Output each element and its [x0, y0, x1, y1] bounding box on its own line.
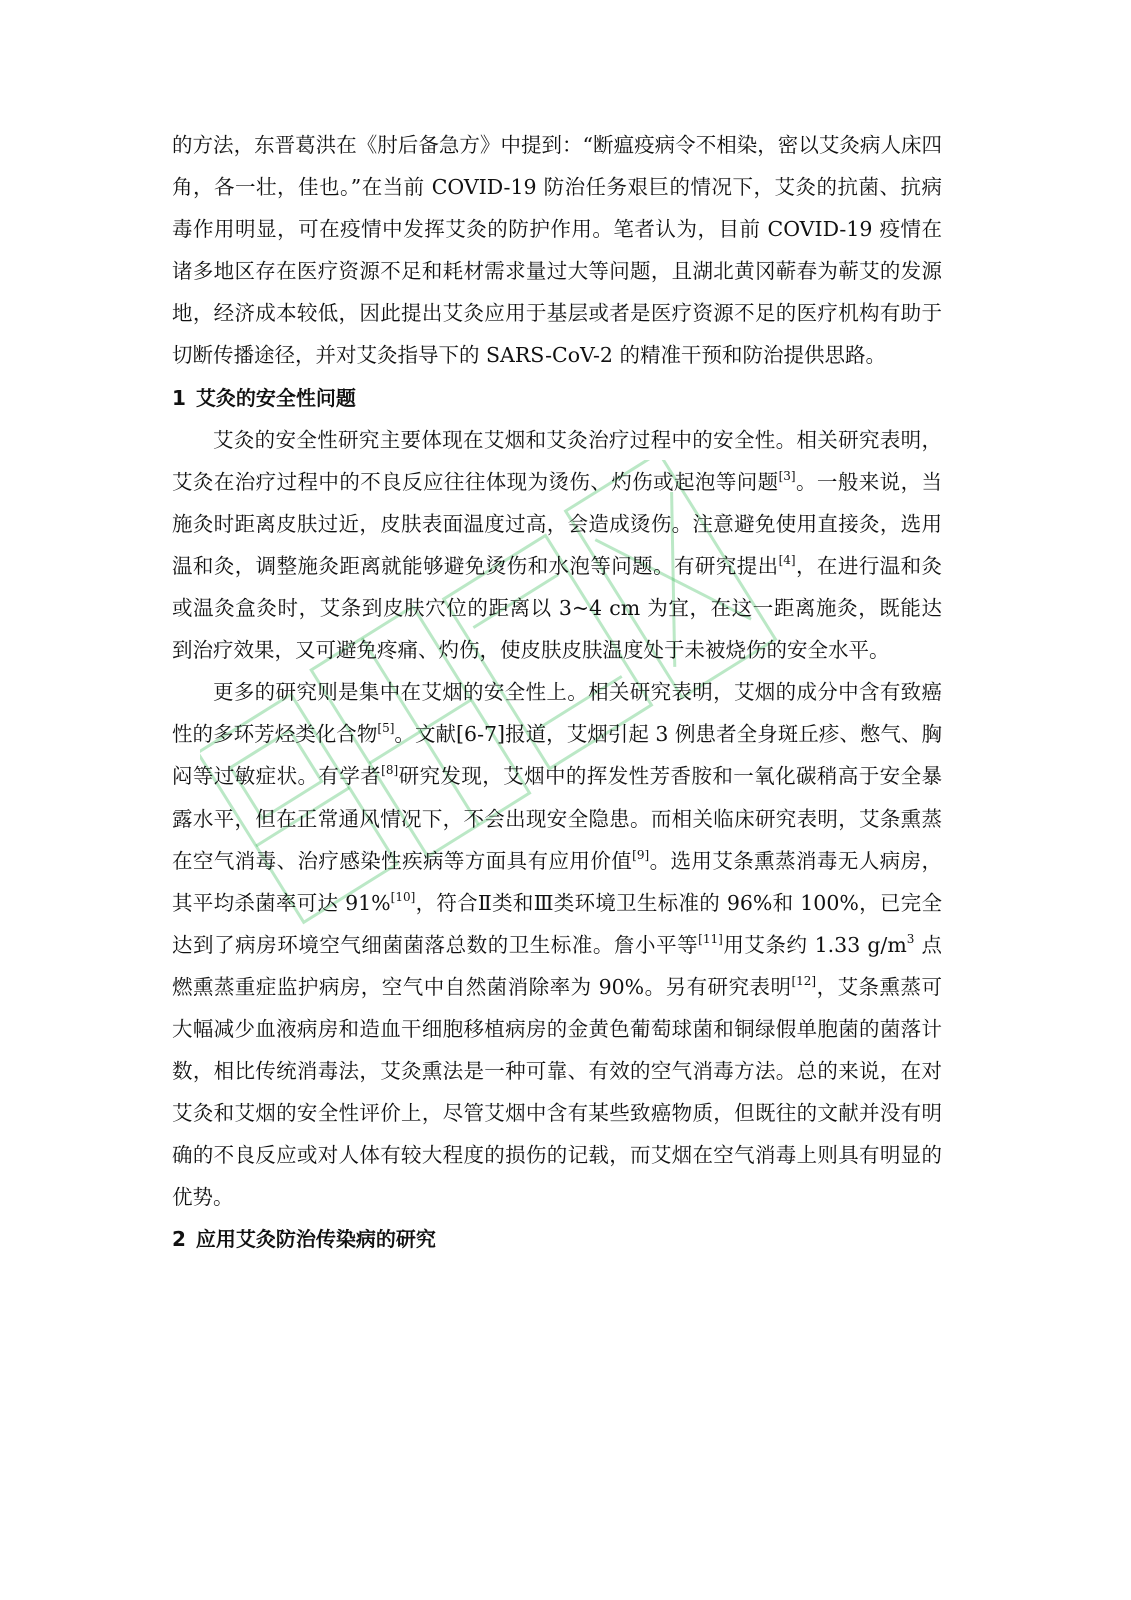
- paragraph-text: 研究发现，艾烟中的挥发性芳香胺和一氧化碳稍高于安全暴露水平，但在正常通风情况下，不会出现安全隐患。而相关临床研究表明，艾条熏蒸在空气消毒、治疗感染性疾病等方面具有应用价值: [172, 764, 943, 873]
- citation-ref: [9]: [632, 847, 650, 862]
- paragraph-text: 更多的研究则是集中在艾烟的安全性上。相关研究表明，艾烟的成分中含有致癌性的多环芳烃类化合物: [172, 680, 942, 747]
- citation-ref: [5]: [377, 721, 395, 736]
- citation-ref: [11]: [698, 931, 723, 946]
- section-number: 1: [172, 385, 186, 410]
- citation-ref: [12]: [791, 973, 817, 988]
- paragraph-intro-text: 的方法，东晋葛洪在《肘后备急方》中提到：“断瘟疫病令不相染，密以艾灸病人床四角，各一壮，佳也。”在当前 COVID-19 防治任务艰巨的情况下，艾灸的抗菌、抗病毒作用明显，可在疫情中发挥艾灸的防护作用。笔者认为，目前 COVID-19 疫情在诸多地区存在医疗资源不足和耗材需求量过大等问题，且湖北黄冈蕲春为蕲艾的发源地，经济成本较低，因此提出艾灸应用于基层或者是医疗资源不足的医疗机构有助于切断传播途径，并对艾灸指导下的 SARS-CoV-2 的精准干预和防治提供思路。: [172, 133, 942, 368]
- unit-superscript: 3: [906, 931, 915, 946]
- section-title: 艾灸的安全性问题: [195, 385, 356, 410]
- paragraph-intro: [172, 124, 942, 377]
- section-title: 应用艾灸防治传染病的研究: [195, 1227, 436, 1252]
- citation-ref: [3]: [778, 468, 796, 483]
- document-body: [172, 124, 942, 1261]
- citation-ref: [8]: [381, 763, 399, 778]
- paragraph-smoke-safety: [172, 671, 942, 1218]
- paragraph-text: 。选用艾条熏蒸消毒无人病房，其平均杀菌率可达 91%: [172, 848, 943, 915]
- paragraph-safety: [172, 419, 942, 672]
- citation-ref: [4]: [778, 552, 796, 567]
- paragraph-text: ，符合Ⅱ类和Ⅲ类环境卫生标准的 96%和 100%，已完全达到了病房环境空气细菌菌落总数的卫生标准。詹小平等: [172, 890, 942, 957]
- paragraph-text: 。文献[6-7]报道，艾烟引起 3 例患者全身斑丘疹、憋气、胸闷等过敏症状。有学者: [172, 722, 942, 789]
- section-heading-1: [172, 377, 942, 419]
- paragraph-text: ，艾条熏蒸可大幅减少血液病房和造血干细胞移植病房的金黄色葡萄球菌和铜绿假单胞菌的菌落计数，相比传统消毒法，艾灸熏法是一种可靠、有效的空气消毒方法。总的来说，在对艾灸和艾烟的安全性评价上，尽管艾烟中含有某些致癌物质，但既往的文献并没有明确的不良反应或对人体有较大程度的损伤的记载，而艾烟在空气消毒上则具有明显的优势。: [172, 974, 942, 1210]
- paragraph-text: 点燃熏蒸重症监护病房，空气中自然菌消除率为 90%。另有研究表明: [172, 932, 943, 999]
- citation-ref: [10]: [390, 889, 416, 904]
- paragraph-text: ，在进行温和灸或温灸盒灸时，艾条到皮肤穴位的距离以 3~4 cm 为宜，在这一距离施灸，既能达到治疗效果，又可避免疼痛、灼伤，使皮肤皮肤温度处于未被烧伤的安全水平。: [172, 553, 943, 663]
- paragraph-text: 用艾条约 1.33 g/m: [722, 932, 907, 957]
- section-number: 2: [172, 1227, 186, 1252]
- paragraph-text: 艾灸的安全性研究主要体现在艾烟和艾灸治疗过程中的安全性。相关研究表明，艾灸在治疗过程中的不良反应往往体现为烫伤、灼伤或起泡等问题: [172, 427, 942, 494]
- paragraph-text: 。一般来说，当施灸时距离皮肤过近，皮肤表面温度过高，会造成烫伤。注意避免使用直接灸，选用温和灸，调整施灸距离就能够避免烫伤和水泡等问题。有研究提出: [172, 469, 943, 578]
- section-heading-2: [172, 1218, 942, 1260]
